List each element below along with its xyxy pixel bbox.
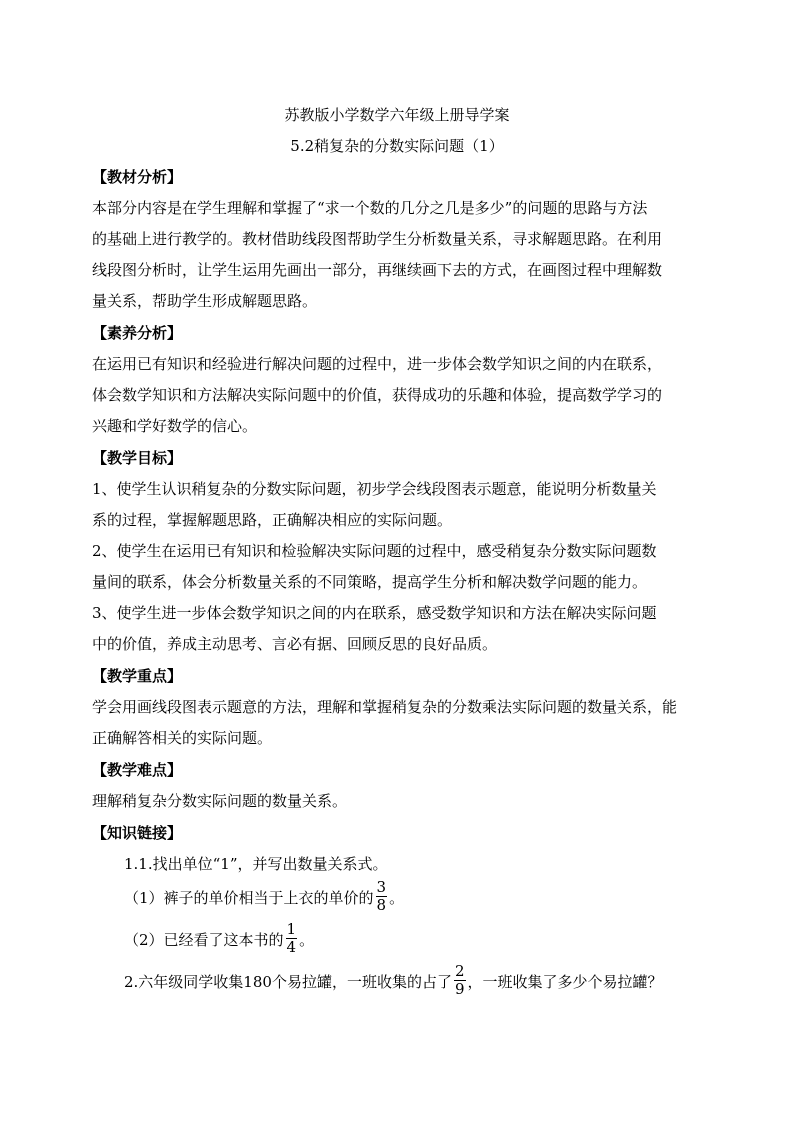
key-point-line: 正确解答相关的实际问题。 [92, 729, 273, 747]
fraction-two-ninths [454, 963, 466, 998]
fraction-numerator: 1 [286, 919, 297, 938]
link-item-2-text: 2.六年级同学收集180个易拉罐，一班收集的占了 [124, 972, 452, 991]
link-item-1a-text: （1）裤子的单价相当于上衣的单价的 [124, 888, 374, 907]
literacy-line: 兴趣和学好数学的信心。 [92, 417, 258, 435]
goal-line: 系的过程，掌握解题思路，正确解决相应的实际问题。 [92, 511, 453, 529]
link-item-1: 1.1.找出单位“1”，并写出数量关系式。 [124, 855, 388, 873]
lesson-title: 5.2稍复杂的分数实际问题（1） [290, 137, 504, 155]
link-item-1b [124, 919, 315, 956]
heading-difficulties: 【教学难点】 [92, 761, 183, 779]
goal-line: 中的价值，养成主动思考、言必有据、回顾反思的良好品质。 [92, 635, 498, 653]
fraction-numerator: 2 [454, 961, 465, 980]
analysis-line: 的基础上进行教学的。教材借助线段图帮助学生分析数量关系，寻求解题思路。在利用 [92, 230, 663, 248]
link-item-1a [124, 877, 405, 914]
fraction-numerator: 3 [376, 877, 387, 896]
goal-line: 量间的联系，体会分析数量关系的不同策略，提高学生分析和解决数学问题的能力。 [92, 573, 648, 591]
heading-textbook-analysis: 【教材分析】 [92, 168, 183, 186]
difficulty-line: 理解稍复杂分数实际问题的数量关系。 [92, 792, 348, 810]
goal-line: 1、使学生认识稍复杂的分数实际问题，初步学会线段图表示题意，能说明分析数量关 [92, 480, 657, 498]
fraction-one-quarter [286, 921, 298, 956]
heading-knowledge-links: 【知识链接】 [92, 824, 183, 842]
link-item-1b-tail: 。 [299, 930, 315, 949]
heading-key-points: 【教学重点】 [92, 667, 183, 685]
analysis-line: 本部分内容是在学生理解和掌握了“求一个数的几分之几是多少”的问题的思路与方法 [92, 199, 648, 217]
fraction-three-eighths [376, 879, 388, 914]
key-point-line: 学会用画线段图表示题意的方法，理解和掌握稍复杂的分数乘法实际问题的数量关系，能 [92, 698, 678, 716]
heading-teaching-goals: 【教学目标】 [92, 449, 183, 467]
fraction-denominator: 8 [376, 895, 387, 914]
analysis-line: 量关系，帮助学生形成解题思路。 [92, 292, 318, 310]
link-item-2-tail: ，一班收集了多少个易拉罐？ [467, 972, 663, 991]
analysis-line: 线段图分析时，让学生运用先画出一部分，再继续画下去的方式，在画图过程中理解数 [92, 261, 663, 279]
link-item-2 [124, 961, 663, 998]
fraction-denominator: 4 [286, 937, 297, 956]
document-title: 苏教版小学数学六年级上册导学案 [284, 106, 510, 124]
literacy-line: 体会数学知识和方法解决实际问题中的价值，获得成功的乐趣和体验，提高数学学习的 [92, 386, 663, 404]
link-item-1a-tail: 。 [389, 888, 405, 907]
literacy-line: 在运用已有知识和经验进行解决问题的过程中，进一步体会数学知识之间的内在联系， [92, 355, 663, 373]
heading-literacy-analysis: 【素养分析】 [92, 324, 183, 342]
goal-line: 2、使学生在运用已有知识和检验解决实际问题的过程中，感受稍复杂分数实际问题数 [92, 542, 657, 560]
goal-line: 3、使学生进一步体会数学知识之间的内在联系，感受数学知识和方法在解决实际问题 [92, 604, 657, 622]
fraction-denominator: 9 [454, 979, 465, 998]
link-item-1b-text: （2）已经看了这本书的 [124, 930, 284, 949]
